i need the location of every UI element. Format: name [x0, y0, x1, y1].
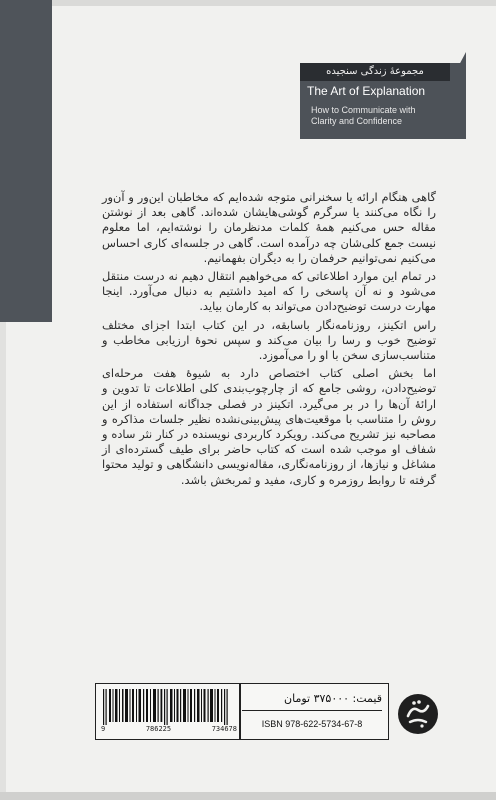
subtitle-line-1: How to Communicate with [311, 105, 416, 115]
book-subtitle-en [311, 105, 461, 127]
series-label: مجموعهٔ زندگی سنجیده [300, 63, 450, 81]
blurb-paragraph: گاهی هنگام ارائه یا سخنرانی متوجه شده‌ایم که مخاطبان این‌ور و آن‌ور را نگاه می‌کنند یا سرگرم گوشی‌هایشان شده‌اند. گاهی بعد از نوشتن مقاله حس می‌کنیم همهٔ کلمات مدنظرمان را نوشته‌ایم، اما معلوم نیست جمع کلی‌شان چه درآمده است. گاهی در جلسه‌ای کاری احساس می‌کنیم نمی‌توانیم حرفمان را به دیگران بفهمانیم. [102, 190, 436, 265]
cover-spine-edge [0, 322, 6, 800]
title-panel-cap [450, 63, 466, 82]
barcode-digits [101, 725, 237, 733]
subtitle-line-2: Clarity and Confidence [311, 116, 403, 126]
isbn-label: ISBN 978-622-5734-67-8 [261, 719, 363, 729]
barcode-box-divider [239, 683, 241, 739]
barcode-digit-group: 734678 [211, 725, 237, 733]
barcode-icon [101, 689, 237, 725]
cover-left-strip [0, 0, 52, 322]
back-cover-blurb [102, 190, 436, 488]
blurb-paragraph: راس اتکینز، روزنامه‌نگار باسابقه، در این کتاب ابتدا اجزای مختلف توضیح خوب و رسا را بیان می‌کند و سپس نحوهٔ ارزیابی مخاطب و متناسب‌سازی سخن با او را می‌آموزد. [102, 317, 436, 363]
book-title-en: The Art of Explanation [307, 84, 426, 98]
publisher-logo-icon [396, 692, 440, 736]
barcode-digit-group: 786225 [145, 725, 172, 733]
barcode-digit-group: 9 [101, 725, 106, 733]
price-label: قیمت: ۳۷۵۰۰۰ تومان [242, 688, 382, 711]
blurb-paragraph: اما بخش اصلی کتاب اختصاص دارد به شیوهٔ هفت مرحله‌ای توضیح‌دادن، روشی جامع که از چارچوب‌بندی کلی اطلاعات تا تدوین و ارائهٔ آن‌ها را در بر می‌گیرد. اتکینز در فصلی جداگانه استفاده از این روش را متناسب با موقعیت‌های پیش‌بینی‌نشده نظیر جلسات مذاکره و مصاحبه نیز تشریح می‌کند. رویکرد کاربردی نویسنده در کنار نثر ساده و شفاف او موجب شده است که کتاب حاضر برای طیف گسترده‌ای از مشاغل و نیازها، از روزنامه‌نگاری، مقاله‌نویسی دانشگاهی و تولید محتوا گرفته تا روابط روزمره و کاری، مفید و ثمربخش باشد. [102, 366, 436, 487]
top-edge [0, 0, 496, 6]
bottom-edge [0, 792, 496, 800]
blurb-paragraph: در تمام این موارد اطلاعاتی که می‌خواهیم انتقال دهیم نه درست منتقل می‌شود و نه آن پاسخی را که امید داشتیم به دنبال می‌آورد. اینجا مهارت درست توضیح‌دادن می‌تواند به کارمان بیاید. [102, 269, 436, 314]
